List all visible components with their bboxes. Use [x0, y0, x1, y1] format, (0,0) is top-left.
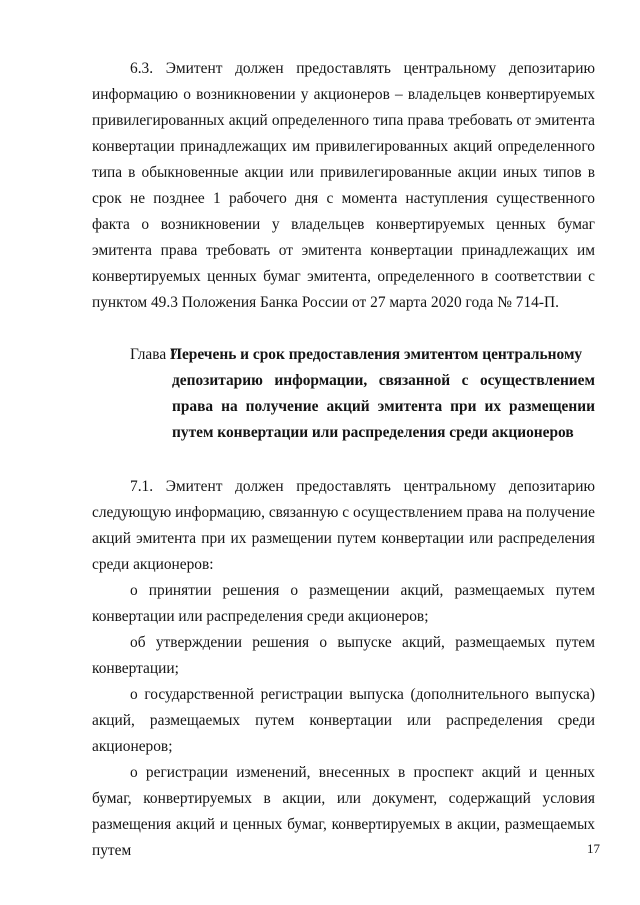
chapter-heading-line-1: [92, 342, 595, 368]
section-6-3: [92, 56, 595, 316]
list-item: о регистрации изменений, внесенных в проспект акций и ценных бумаг, конвертируемых в акции, или документ, содержащий условия размещения акций и ценных бумаг, конвертируемых в акции, размещаемых путем: [92, 764, 595, 859]
page-number: 17: [587, 841, 600, 856]
section-7-1: [92, 474, 595, 864]
chapter-label: Глава 7.: [130, 346, 182, 363]
list-item: об утверждении решения о выпуске акций, размещаемых путем конвертации;: [92, 634, 595, 677]
list-item: о государственной регистрации выпуска (дополнительного выпуска) акций, размещаемых путем конвертации или распределения среди акционеров;: [92, 686, 595, 755]
chapter-7-heading: [92, 342, 595, 446]
chapter-title-line: права на получение акций эмитента при их размещении: [172, 398, 595, 415]
paragraph-6-3: 6.3. Эмитент должен предоставлять центральному депозитарию информацию о возникновении у акционеров – владельцев конвертируемых привилегированных акций определенного типа права требовать от эмитента конвертации принадлежащих им привилегированных акций определенного типа в обыкновенные акции или привилегированные акции иных типов в срок не позднее 1 рабочего дня с момента наступления существенного факта о возникновении у владельцев конвертируемых ценных бумаг эмитента права требовать от эмитента конвертации принадлежащих им конвертируемых ценных бумаг эмитента, определенного в соответствии с пунктом 49.3 Положения Банка России от 27 марта 2020 года № 714-П.: [92, 60, 595, 311]
paragraph-7-1-intro: 7.1. Эмитент должен предоставлять центральному депозитарию следующую информацию, связанную с осуществлением права на получение акций эмитента при их размещении путем конвертации или распределения среди акционеров:: [92, 478, 595, 573]
list-item: о принятии решения о размещении акций, размещаемых путем конвертации или распределения среди акционеров;: [92, 582, 595, 625]
chapter-title-line: депозитарию информации, связанной с осуществлением: [172, 372, 595, 389]
chapter-title-line: Перечень и срок предоставления эмитентом центральному: [170, 346, 583, 363]
chapter-title-line: путем конвертации или распределения среди акционеров: [172, 424, 574, 441]
